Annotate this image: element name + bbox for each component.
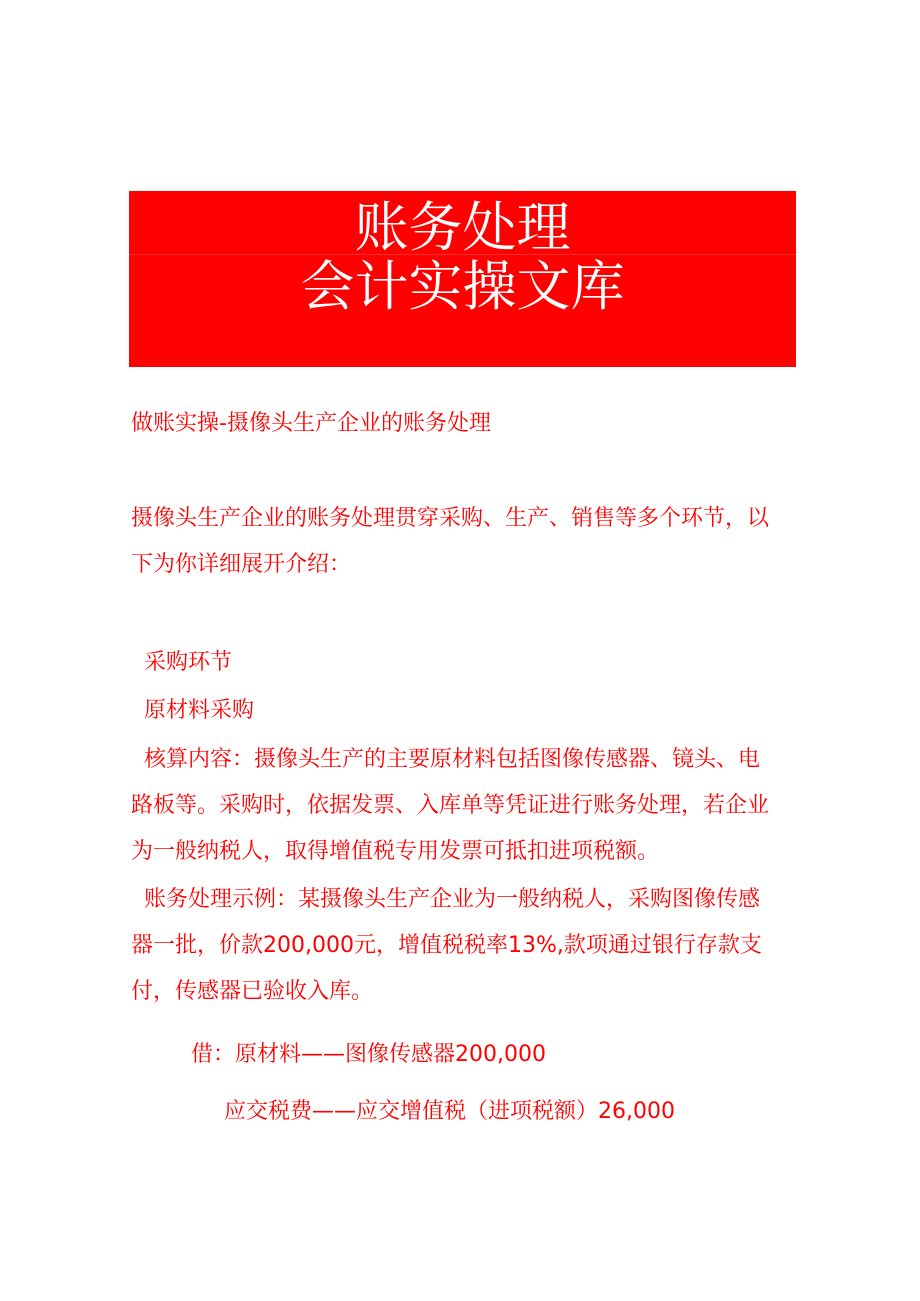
example-line: 付，传感器已验收入库。 <box>131 979 374 1004</box>
banner-title-line2: 会计实操文库 <box>300 255 625 318</box>
content-line: 路板等。采购时，依据发票、入库单等凭证进行账务处理，若企业 <box>131 793 770 818</box>
document-subtitle: 做账实操-摄像头生产企业的账务处理 <box>131 411 491 436</box>
section-heading: 采购环节 <box>144 650 233 675</box>
content-line: 为一般纳税人，取得增值税专用发票可抵扣进项税额。 <box>131 839 660 864</box>
journal-entry-debit-2: 应交税费——应交增值税（进项税额）26,000 <box>224 1099 675 1124</box>
example-line: 器一批，价款200,000元，增值税税率13%,款项通过银行存款支 <box>131 933 762 958</box>
subsection-heading: 原材料采购 <box>144 698 255 723</box>
banner-title-line1: 账务处理 <box>354 196 571 259</box>
intro-line: 下为你详细展开介绍： <box>131 552 352 577</box>
intro-line: 摄像头生产企业的账务处理贯穿采购、生产、销售等多个环节，以 <box>131 506 770 531</box>
example-line: 账务处理示例：某摄像头生产企业为一般纳税人，采购图像传感 <box>144 887 761 912</box>
title-banner <box>129 191 796 367</box>
journal-entry-debit-1: 借：原材料——图像传感器200,000 <box>191 1042 546 1067</box>
intro-paragraph <box>131 496 796 588</box>
example-paragraph <box>131 877 796 1015</box>
accounting-content-paragraph <box>131 737 796 875</box>
content-line: 核算内容：摄像头生产的主要原材料包括图像传感器、镜头、电 <box>144 747 761 772</box>
